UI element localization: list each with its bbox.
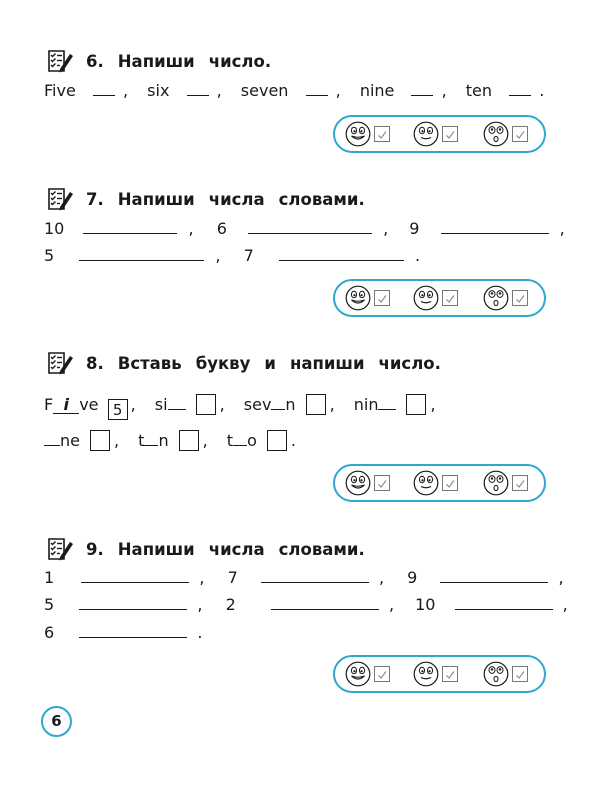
answer-blank[interactable]: [271, 608, 379, 610]
exercise-7-line-1: [44, 219, 565, 238]
exercise-9-line-3: [44, 623, 202, 642]
answer-box[interactable]: [267, 430, 287, 451]
surprised-face-icon: [483, 661, 509, 687]
exercise-number: 8.: [86, 353, 104, 373]
separator: ,: [335, 81, 341, 100]
example-prefix: F: [44, 395, 54, 414]
separator: .: [197, 623, 203, 642]
checkbox[interactable]: [512, 126, 528, 142]
surprised-face-icon: [483, 285, 509, 311]
answer-blank[interactable]: [261, 581, 369, 583]
separator: ,: [441, 81, 447, 100]
word-part: n: [285, 395, 296, 414]
separator: ,: [378, 568, 385, 587]
happy-face-icon: [345, 661, 371, 687]
checkbox[interactable]: [374, 475, 390, 491]
checkbox[interactable]: [442, 126, 458, 142]
number: 7: [227, 568, 238, 587]
exercise-9-line-2: [44, 595, 568, 614]
number: 5: [44, 246, 55, 265]
number: 7: [243, 246, 254, 265]
checkbox[interactable]: [442, 290, 458, 306]
separator: ,: [559, 219, 565, 238]
checklist-pencil-icon: [46, 536, 74, 562]
exercise-9-line-1: [44, 568, 564, 587]
checkbox[interactable]: [374, 290, 390, 306]
neutral-face-icon: [413, 470, 439, 496]
word-part: ne: [60, 431, 80, 450]
exercise-number: 6.: [86, 51, 104, 71]
exercise-8-title: [46, 350, 455, 376]
number: 10: [44, 219, 65, 238]
word-part: n: [158, 431, 169, 450]
answer-box[interactable]: [306, 394, 326, 415]
answer-blank[interactable]: [509, 94, 531, 96]
number-word: Five: [44, 81, 76, 100]
letter-blank[interactable]: [378, 408, 396, 410]
checklist-pencil-icon: [46, 48, 74, 74]
answer-blank[interactable]: [455, 608, 553, 610]
word-part: o: [247, 431, 257, 450]
title-word: словами.: [278, 189, 365, 209]
title-word: Напиши: [117, 189, 195, 209]
answer-blank[interactable]: [441, 232, 549, 234]
answer-blank[interactable]: [411, 94, 433, 96]
answer-blank[interactable]: [79, 636, 187, 638]
neutral-face-icon: [413, 661, 439, 687]
neutral-face-icon: [413, 285, 439, 311]
letter-blank[interactable]: [44, 444, 60, 446]
title-word: и: [264, 353, 276, 373]
self-assessment-6: [333, 115, 546, 153]
separator: .: [414, 246, 421, 265]
checkbox[interactable]: [512, 475, 528, 491]
answer-blank[interactable]: [440, 581, 548, 583]
answer-box[interactable]: [90, 430, 110, 451]
title-word: Напиши: [117, 51, 195, 71]
self-assessment-9: [333, 655, 546, 693]
surprised-face-icon: [483, 121, 509, 147]
number-word: seven: [240, 81, 289, 100]
neutral-face-icon: [413, 121, 439, 147]
letter-blank[interactable]: [144, 444, 158, 446]
exercise-number: 7.: [86, 189, 104, 209]
number-word: nine: [359, 81, 395, 100]
answer-blank[interactable]: [306, 94, 328, 96]
exercise-8-line-2: ne , t n , t o .: [44, 430, 296, 451]
number: 6: [216, 219, 227, 238]
letter-blank[interactable]: [271, 408, 285, 410]
letter-blank[interactable]: [168, 408, 186, 410]
checklist-pencil-icon: [46, 350, 74, 376]
answer-box[interactable]: [406, 394, 426, 415]
separator: ,: [197, 595, 203, 614]
exercise-7-line-2: [44, 246, 420, 265]
answer-blank[interactable]: [79, 608, 187, 610]
separator: ,: [199, 568, 205, 587]
title-word: Напиши: [117, 539, 195, 559]
number: 10: [415, 595, 436, 614]
word-part: nin: [353, 395, 379, 414]
title-word: словами.: [278, 539, 365, 559]
example-suffix: ve: [79, 395, 99, 414]
exercise-8-line-1: F i ve 5 , si , sev n , nin ,: [44, 395, 436, 419]
word-part: t: [138, 431, 145, 450]
exercise-6-line: [44, 81, 544, 100]
answer-blank[interactable]: [81, 581, 189, 583]
separator: ,: [383, 219, 389, 238]
exercise-9-title: [46, 536, 379, 562]
answer-box[interactable]: [179, 430, 199, 451]
number: 1: [44, 568, 55, 587]
title-word: число.: [378, 353, 441, 373]
separator: ,: [562, 595, 568, 614]
answer-blank[interactable]: [79, 259, 204, 261]
title-word: напиши: [289, 353, 365, 373]
word-part: sev: [243, 395, 272, 414]
self-assessment-7: [333, 279, 546, 317]
title-word: число.: [208, 51, 272, 71]
number-word: ten: [465, 81, 493, 100]
title-word: букву: [195, 353, 251, 373]
exercise-7-title: [46, 186, 379, 212]
happy-face-icon: [345, 470, 371, 496]
example-answer-box: 5: [108, 399, 128, 420]
separator: ,: [122, 81, 129, 100]
separator: ,: [216, 81, 222, 100]
number: 9: [407, 568, 418, 587]
letter-blank[interactable]: [233, 444, 247, 446]
title-word: числа: [208, 189, 265, 209]
number: 6: [44, 623, 55, 642]
happy-face-icon: [345, 285, 371, 311]
answer-blank[interactable]: [93, 94, 115, 96]
checkbox[interactable]: [512, 666, 528, 682]
title-word: числа: [208, 539, 265, 559]
checkbox[interactable]: [374, 126, 390, 142]
happy-face-icon: [345, 121, 371, 147]
number: 5: [44, 595, 55, 614]
answer-blank[interactable]: [248, 232, 372, 234]
checkbox[interactable]: [442, 666, 458, 682]
answer-blank[interactable]: [279, 259, 404, 261]
separator: ,: [388, 595, 395, 614]
checkbox[interactable]: [512, 290, 528, 306]
exercise-number: 9.: [86, 539, 104, 559]
number: 9: [409, 219, 420, 238]
title-word: Вставь: [117, 353, 182, 373]
self-assessment-8: [333, 464, 546, 502]
exercise-6-title: [46, 48, 285, 74]
number: 2: [225, 595, 236, 614]
answer-box[interactable]: [196, 394, 216, 415]
separator: ,: [188, 219, 194, 238]
answer-blank[interactable]: [187, 94, 209, 96]
word-part: t: [226, 431, 234, 450]
checkbox[interactable]: [442, 475, 458, 491]
example-letter: i: [53, 397, 79, 414]
separator: ,: [558, 568, 564, 587]
separator: .: [539, 81, 545, 100]
word-part: si: [154, 395, 168, 414]
surprised-face-icon: [483, 470, 509, 496]
separator: ,: [215, 246, 221, 265]
number-word: six: [147, 81, 170, 100]
checklist-pencil-icon: [46, 186, 74, 212]
page-number: 6: [41, 706, 72, 737]
checkbox[interactable]: [374, 666, 390, 682]
answer-blank[interactable]: [83, 232, 177, 234]
